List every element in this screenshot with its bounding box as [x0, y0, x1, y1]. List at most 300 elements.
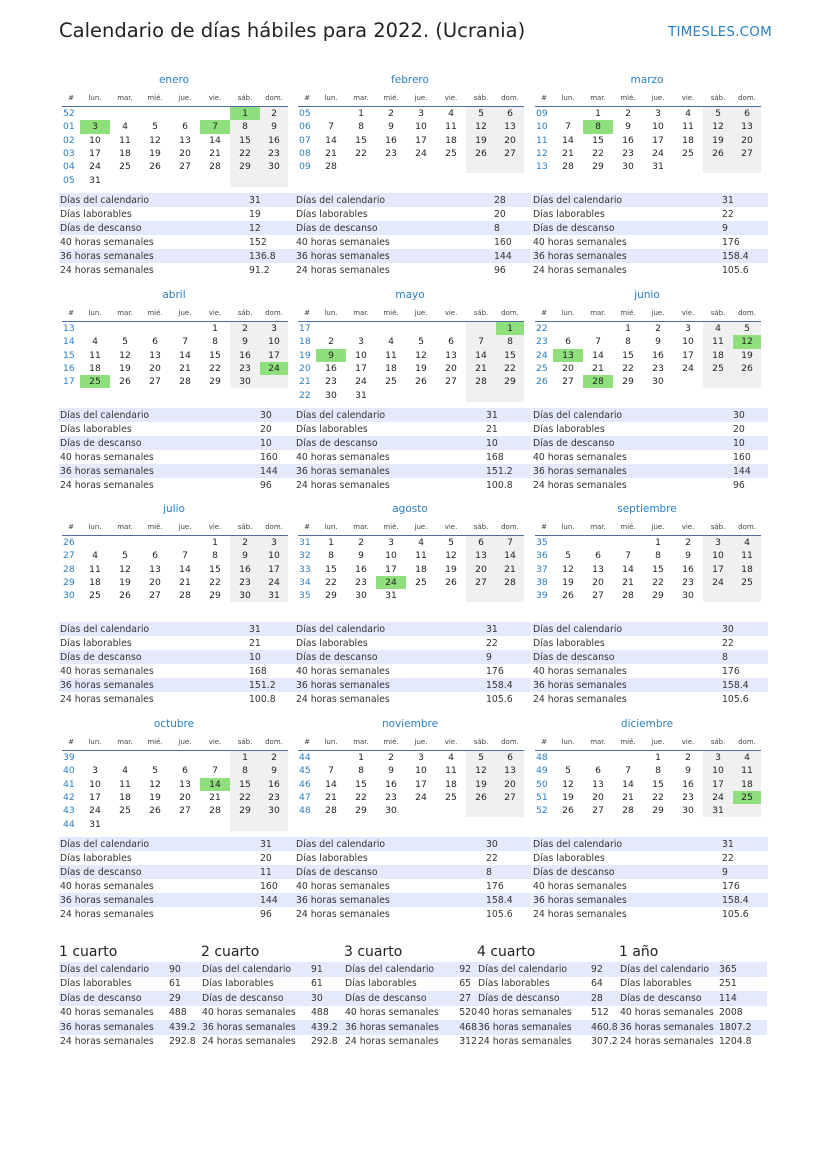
- day-cell: 8: [358, 121, 364, 133]
- weekday-header: mié.: [613, 305, 643, 322]
- month-octubre: [59, 714, 289, 831]
- weekday-header: dom.: [733, 519, 761, 536]
- day-cell: 26: [119, 376, 131, 388]
- stat-label: Días de descanso: [532, 650, 721, 664]
- day-cell: 18: [445, 134, 457, 146]
- empty-cell: [260, 173, 288, 186]
- week-number: 19: [299, 349, 311, 361]
- empty-cell: [110, 173, 140, 186]
- weekday-header: lun.: [80, 519, 110, 536]
- empty-cell: [170, 751, 200, 765]
- stat-label: Días del calendario: [532, 837, 721, 851]
- weekday-header: mié.: [140, 90, 170, 107]
- day-cell: 8: [655, 765, 661, 777]
- month-name: marzo: [630, 74, 664, 86]
- day-cell: 14: [209, 134, 221, 146]
- day-cell: 25: [385, 376, 397, 388]
- week-number-header: #: [298, 90, 316, 107]
- day-cell: 18: [733, 563, 761, 576]
- stat-row: [59, 422, 295, 436]
- stat-row: [295, 851, 531, 865]
- day-cell: 17: [260, 563, 288, 576]
- stat-label: Días de descanso: [201, 991, 310, 1006]
- stat-label: 40 horas semanales: [478, 1007, 572, 1019]
- empty-cell: [80, 536, 110, 550]
- day-cell: 19: [466, 778, 496, 791]
- stat-value: 158.4: [721, 678, 768, 692]
- empty-cell: [703, 375, 733, 388]
- empty-cell: [260, 817, 288, 830]
- day-cell: 22: [592, 148, 604, 160]
- week-number: 45: [299, 765, 311, 777]
- month-calendar: [535, 305, 761, 388]
- day-cell: 1: [328, 537, 334, 549]
- weekday-header: jue.: [406, 519, 436, 536]
- day-cell: 1: [655, 752, 661, 764]
- day-cell: 3: [655, 108, 661, 120]
- stat-row: [59, 837, 295, 851]
- week-number: 46: [299, 778, 311, 790]
- stat-label: 24 horas semanales: [478, 1036, 572, 1048]
- month-stats: [59, 622, 295, 706]
- day-cell: 13: [553, 349, 583, 362]
- stat-row: [59, 991, 201, 1006]
- weekday-header: mar.: [346, 519, 376, 536]
- day-cell: 18: [119, 148, 131, 160]
- week-number: 44: [299, 752, 311, 764]
- empty-cell: [316, 107, 346, 121]
- stat-label: 36 horas semanales: [59, 1020, 168, 1035]
- week-row: [62, 563, 288, 576]
- stat-value: 8: [721, 650, 768, 664]
- week-row: [535, 134, 761, 147]
- stat-label: Días de descanso: [295, 436, 485, 450]
- day-cell: 20: [149, 577, 161, 589]
- day-cell: 14: [179, 349, 191, 361]
- day-cell: 8: [230, 120, 260, 133]
- empty-cell: [260, 375, 288, 388]
- weekday-header: vie.: [673, 90, 703, 107]
- day-cell: 10: [355, 349, 367, 361]
- week-row: [298, 549, 524, 562]
- day-cell: 12: [703, 120, 733, 133]
- day-cell: 7: [496, 536, 524, 550]
- stat-row: [295, 436, 531, 450]
- stat-row: [201, 991, 344, 1006]
- week-number: 39: [63, 752, 75, 764]
- stat-value: 1204.8: [719, 1036, 752, 1048]
- day-cell: 2: [328, 336, 334, 348]
- week-number: 07: [299, 134, 311, 146]
- day-cell: 16: [260, 134, 288, 147]
- day-cell: 4: [733, 536, 761, 550]
- empty-cell: [613, 751, 643, 765]
- week-row: [298, 563, 524, 576]
- stat-value: 8: [493, 221, 531, 235]
- stat-label: Días laborables: [533, 208, 605, 220]
- stat-label: 40 horas semanales: [533, 236, 627, 248]
- day-cell: 29: [622, 376, 634, 388]
- empty-cell: [466, 160, 496, 173]
- empty-cell: [613, 536, 643, 550]
- day-cell: 10: [385, 550, 397, 562]
- day-cell: 23: [652, 363, 664, 375]
- day-cell: 30: [355, 590, 367, 602]
- day-cell: 1: [212, 323, 218, 335]
- stat-row: [532, 263, 768, 277]
- day-cell: 13: [179, 134, 191, 146]
- day-cell: 26: [415, 376, 427, 388]
- day-cell: 9: [685, 550, 691, 562]
- empty-cell: [703, 589, 733, 602]
- month-name: abril: [162, 289, 186, 301]
- stat-label: Días de descanso: [619, 991, 718, 1006]
- day-cell: 9: [625, 121, 631, 133]
- day-cell: 4: [92, 336, 98, 348]
- week-row: [298, 751, 524, 765]
- weekday-header: mié.: [376, 90, 406, 107]
- day-cell: 19: [119, 577, 131, 589]
- day-cell: 13: [496, 120, 524, 133]
- stat-label: Días del calendario: [477, 962, 590, 977]
- stat-label: 24 horas semanales: [296, 693, 390, 705]
- stat-row: [59, 879, 295, 893]
- week-number: 34: [299, 577, 311, 589]
- day-cell: 23: [260, 147, 288, 160]
- stat-value: 105.6: [486, 693, 513, 705]
- day-cell: 11: [733, 549, 761, 562]
- stat-row: [532, 650, 768, 664]
- weekday-header: mar.: [583, 519, 613, 536]
- day-cell: 21: [179, 363, 191, 375]
- empty-cell: [553, 322, 583, 336]
- day-cell: 9: [230, 335, 260, 348]
- day-cell: 21: [622, 577, 634, 589]
- day-cell: 10: [260, 335, 288, 348]
- day-cell: 18: [445, 778, 457, 790]
- weekday-header: vie.: [673, 734, 703, 751]
- stat-row: [295, 193, 531, 207]
- stat-row: [532, 893, 768, 907]
- week-row: [535, 751, 761, 765]
- stat-value: 488: [311, 1007, 329, 1019]
- day-cell: 8: [625, 336, 631, 348]
- day-cell: 10: [652, 121, 664, 133]
- empty-cell: [583, 322, 613, 336]
- stat-row: [532, 851, 768, 865]
- empty-cell: [733, 589, 761, 602]
- stat-row: [295, 893, 531, 907]
- day-cell: 19: [466, 134, 496, 147]
- stat-label: 24 horas semanales: [533, 908, 627, 920]
- week-number: 47: [299, 792, 311, 804]
- week-number: 17: [299, 323, 311, 335]
- day-cell: 30: [622, 161, 634, 173]
- week-number: 40: [63, 765, 75, 777]
- day-cell: 30: [260, 160, 288, 173]
- day-cell: 14: [622, 563, 634, 575]
- quarter-stats: [59, 962, 201, 1049]
- empty-cell: [436, 160, 466, 173]
- empty-cell: [406, 589, 436, 602]
- day-cell: 18: [89, 363, 101, 375]
- empty-cell: [140, 173, 170, 186]
- stat-row: [532, 692, 768, 706]
- stat-label: Días de descanso: [295, 650, 485, 664]
- week-row: [535, 589, 761, 602]
- stat-label: Días de descanso: [477, 991, 590, 1006]
- stat-row: [201, 1006, 344, 1021]
- weekday-header: jue.: [643, 90, 673, 107]
- week-number: 37: [536, 563, 548, 575]
- day-cell: 12: [119, 563, 131, 575]
- day-cell: 11: [89, 563, 101, 575]
- weekday-header: dom.: [496, 734, 524, 751]
- empty-cell: [733, 160, 761, 173]
- stat-label: 24 horas semanales: [533, 264, 627, 276]
- week-number: 22: [536, 323, 548, 335]
- day-cell: 3: [418, 108, 424, 120]
- stat-label: 36 horas semanales: [59, 464, 259, 478]
- weekday-header: sáb.: [466, 734, 496, 751]
- stat-value: 365: [718, 962, 767, 977]
- weekday-header: mié.: [140, 734, 170, 751]
- stat-label: 24 horas semanales: [60, 908, 154, 920]
- stat-value: 20: [733, 423, 745, 435]
- day-cell: 16: [385, 134, 397, 146]
- stat-row: [295, 249, 531, 263]
- week-row: [62, 804, 288, 817]
- day-cell: 8: [655, 550, 661, 562]
- week-row: [62, 147, 288, 160]
- week-number: 27: [63, 550, 75, 562]
- day-cell: 11: [415, 550, 427, 562]
- stat-value: 160: [260, 451, 278, 463]
- weekday-header: vie.: [436, 734, 466, 751]
- day-cell: 9: [260, 120, 288, 133]
- day-cell: 30: [385, 805, 397, 817]
- stat-label: 36 horas semanales: [477, 1020, 590, 1035]
- day-cell: 16: [260, 778, 288, 791]
- day-cell: 6: [565, 336, 571, 348]
- day-cell: 30: [682, 590, 694, 602]
- weekday-header: mar.: [583, 90, 613, 107]
- stat-label: Días del calendario: [295, 193, 493, 207]
- weekday-header: dom.: [496, 90, 524, 107]
- weekday-header: mar.: [110, 90, 140, 107]
- stat-value: 21: [486, 423, 498, 435]
- weekday-header: jue.: [643, 519, 673, 536]
- week-row: [535, 764, 761, 777]
- stat-value: 151.2: [485, 464, 531, 478]
- month-calendar: [298, 519, 524, 602]
- weekday-header: jue.: [170, 90, 200, 107]
- day-cell: 25: [733, 576, 761, 589]
- stat-label: Días laborables: [60, 208, 132, 220]
- day-cell: 11: [682, 121, 694, 133]
- quarter-title: 3 cuarto: [344, 944, 403, 960]
- empty-cell: [466, 322, 496, 336]
- weekday-header: mar.: [110, 734, 140, 751]
- week-number: 01: [63, 121, 75, 133]
- week-number: 13: [536, 161, 548, 173]
- day-cell: 14: [325, 778, 337, 790]
- stat-value: 19: [249, 208, 261, 220]
- day-cell: 31: [385, 590, 397, 602]
- stat-label: 40 horas semanales: [296, 236, 390, 248]
- empty-cell: [406, 160, 436, 173]
- day-cell: 25: [80, 375, 110, 388]
- empty-cell: [436, 589, 466, 602]
- day-cell: 20: [733, 134, 761, 147]
- stat-value: 312: [459, 1036, 477, 1048]
- weekday-header: lun.: [553, 519, 583, 536]
- weekday-header: lun.: [80, 90, 110, 107]
- day-cell: 11: [445, 121, 457, 133]
- day-cell: 9: [655, 336, 661, 348]
- weekday-header: dom.: [260, 734, 288, 751]
- stat-row: [59, 464, 295, 478]
- day-cell: 2: [388, 108, 394, 120]
- day-cell: 8: [212, 336, 218, 348]
- weekday-header: lun.: [553, 90, 583, 107]
- stat-label: 40 horas semanales: [533, 451, 627, 463]
- week-number: 09: [536, 108, 548, 120]
- stat-label: 40 horas semanales: [345, 1007, 439, 1019]
- stat-label: Días laborables: [296, 637, 368, 649]
- week-row: [62, 322, 288, 336]
- week-row: [298, 134, 524, 147]
- stat-label: 36 horas semanales: [295, 464, 485, 478]
- day-cell: 29: [355, 805, 367, 817]
- week-row: [535, 160, 761, 173]
- day-cell: 24: [682, 363, 694, 375]
- weekday-header: dom.: [496, 305, 524, 322]
- stat-value: 144: [259, 893, 295, 907]
- stat-value: 28: [590, 991, 619, 1006]
- stat-value: 30: [721, 622, 768, 636]
- month-mayo: [295, 285, 525, 402]
- month-name: julio: [163, 503, 185, 515]
- weekday-header: sáb.: [466, 90, 496, 107]
- stat-row: [532, 249, 768, 263]
- stat-value: 31: [248, 622, 295, 636]
- day-cell: 12: [733, 335, 761, 348]
- stat-label: 24 horas semanales: [60, 264, 154, 276]
- month-name: noviembre: [381, 718, 439, 730]
- week-number: 24: [536, 349, 548, 361]
- week-row: [62, 764, 288, 777]
- week-number: 08: [299, 148, 311, 160]
- week-row: [535, 791, 761, 804]
- day-cell: 7: [466, 335, 496, 348]
- quarter-stats: [477, 962, 619, 1049]
- stat-row: [295, 622, 531, 636]
- weekday-header: lun.: [553, 305, 583, 322]
- week-number: 35: [299, 590, 311, 602]
- week-row: [62, 160, 288, 173]
- weekday-header: vie.: [200, 90, 230, 107]
- stat-label: 40 horas semanales: [620, 1007, 714, 1019]
- weekday-header: mar.: [583, 305, 613, 322]
- brand-link[interactable]: TIMESLES.COM: [668, 24, 772, 40]
- day-cell: 12: [466, 764, 496, 777]
- empty-cell: [466, 388, 496, 401]
- week-number: 04: [63, 161, 75, 173]
- stat-row: [295, 837, 531, 851]
- week-number: 26: [536, 376, 548, 388]
- weekday-header: lun.: [553, 734, 583, 751]
- weekday-header: lun.: [80, 734, 110, 751]
- day-cell: 7: [182, 550, 188, 562]
- stat-value: 96: [494, 264, 506, 276]
- day-cell: 31: [89, 174, 101, 186]
- day-cell: 28: [179, 590, 191, 602]
- stat-value: 439.2: [168, 1020, 201, 1035]
- day-cell: 14: [466, 349, 496, 362]
- stat-value: 27: [458, 991, 477, 1006]
- day-cell: 17: [682, 349, 694, 361]
- day-cell: 19: [733, 349, 761, 362]
- weekday-header: jue.: [406, 90, 436, 107]
- stat-row: [295, 464, 531, 478]
- day-cell: 12: [149, 778, 161, 790]
- week-row: [535, 107, 761, 121]
- stat-label: 24 horas semanales: [60, 479, 154, 491]
- stat-row: [344, 991, 477, 1006]
- day-cell: 27: [592, 805, 604, 817]
- day-cell: 4: [685, 108, 691, 120]
- day-cell: 25: [703, 362, 733, 375]
- stat-label: Días laborables: [533, 637, 605, 649]
- week-row: [298, 778, 524, 791]
- month-calendar: [62, 519, 288, 602]
- day-cell: 16: [622, 134, 634, 146]
- quarter-title: 2 cuarto: [201, 944, 260, 960]
- day-cell: 21: [325, 148, 337, 160]
- stat-value: 30: [732, 408, 768, 422]
- day-cell: 10: [703, 549, 733, 562]
- day-cell: 18: [89, 577, 101, 589]
- month-calendar: [535, 519, 761, 602]
- month-calendar: [298, 90, 524, 173]
- day-cell: 2: [358, 537, 364, 549]
- stat-label: 24 horas semanales: [345, 1036, 439, 1048]
- day-cell: 25: [89, 590, 101, 602]
- week-number-header: #: [62, 519, 80, 536]
- day-cell: 26: [703, 147, 733, 160]
- weekday-header: jue.: [406, 305, 436, 322]
- day-cell: 23: [385, 148, 397, 160]
- stat-row: [477, 962, 619, 977]
- weekday-header: sáb.: [703, 90, 733, 107]
- empty-cell: [583, 751, 613, 765]
- day-cell: 24: [260, 362, 288, 375]
- empty-cell: [466, 589, 496, 602]
- day-cell: 1: [212, 537, 218, 549]
- week-row: [62, 107, 288, 121]
- week-number: 52: [63, 108, 75, 120]
- month-diciembre: [532, 714, 762, 817]
- empty-cell: [230, 173, 260, 186]
- empty-cell: [553, 536, 583, 550]
- stat-value: 152: [249, 236, 267, 248]
- day-cell: 3: [685, 323, 691, 335]
- day-cell: 2: [230, 322, 260, 336]
- weekday-header: sáb.: [703, 519, 733, 536]
- day-cell: 4: [448, 108, 454, 120]
- quarter-stats: [201, 962, 344, 1049]
